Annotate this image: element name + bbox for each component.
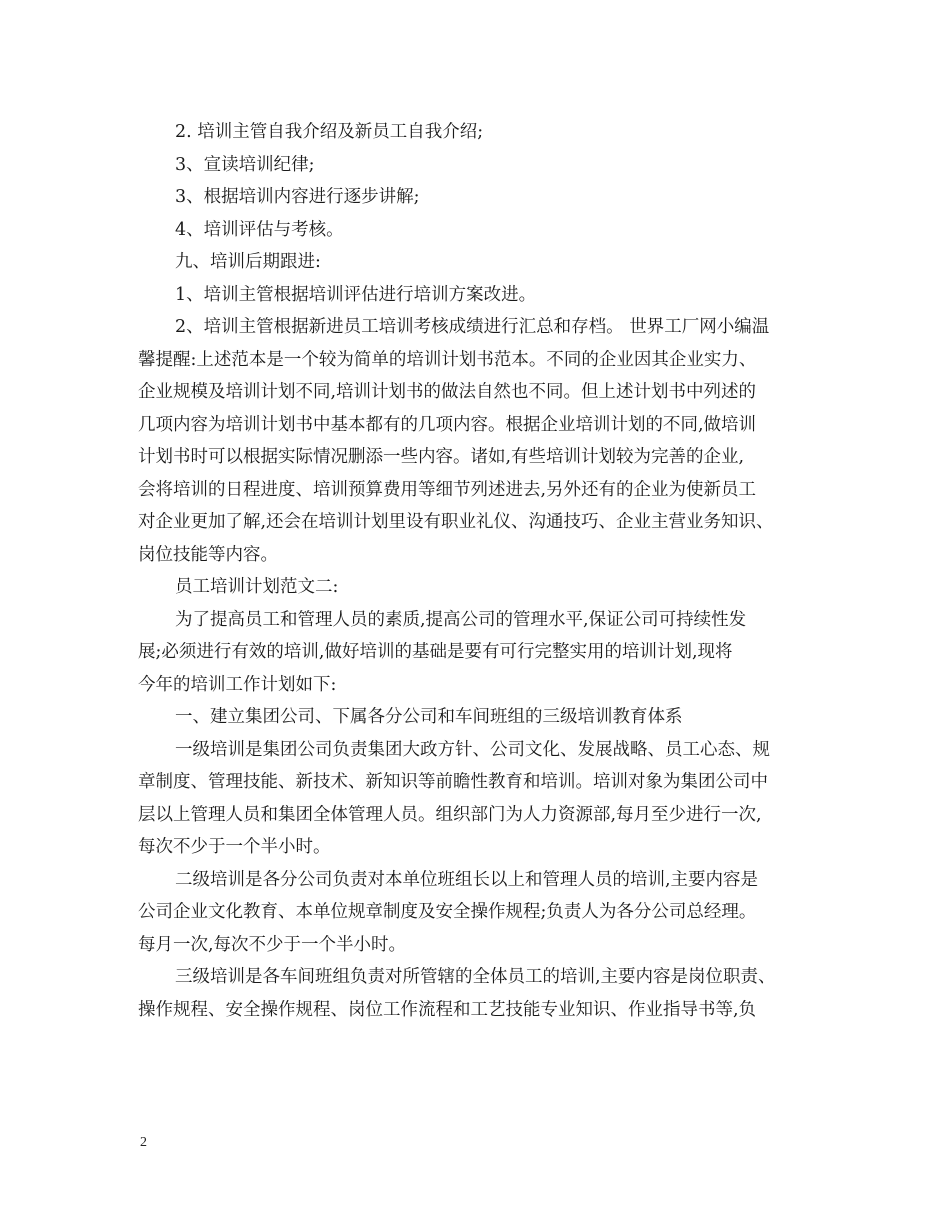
text-line: 3、根据培训内容进行逐步讲解;	[175, 187, 420, 207]
text-line: 2、培训主管根据新进员工培训考核成绩进行汇总和存档。 世界工厂网小编温	[175, 317, 770, 337]
text-line: 员工培训计划范文二:	[175, 577, 339, 597]
text-line: 今年的培训工作计划如下:	[138, 674, 337, 695]
text-line: 展;必须进行有效的培训,做好培训的基础是要有可行完整实用的培训计划,现将	[138, 642, 733, 662]
text-line: 一级培训是集团公司负责集团大政方针、公司文化、发展战略、员工心态、规	[175, 739, 770, 760]
text-line: 九、培训后期跟进:	[175, 252, 321, 272]
text-line: 馨提醒:上述范本是一个较为简单的培训计划书范本。不同的企业因其企业实力、	[138, 349, 757, 370]
text-line: 章制度、管理技能、新技术、新知识等前瞻性教育和培训。培训对象为集团公司中	[138, 772, 768, 792]
text-line: 会将培训的日程进度、培训预算费用等细节列述进去,另外还有的企业为使新员工	[138, 479, 757, 500]
text-line: 三级培训是各车间班组负责对所管辖的全体员工的培训,主要内容是岗位职责、	[175, 967, 776, 987]
document-body	[138, 116, 828, 1026]
text-line: 4、培训评估与考核。	[175, 219, 344, 240]
text-line: 二级培训是各分公司负责对本单位班组长以上和管理人员的培训,主要内容是	[175, 869, 759, 890]
text-line: 一、建立集团公司、下属各分公司和车间班组的三级培训教育体系	[175, 707, 683, 727]
text-line: 岗位技能等内容。	[138, 544, 278, 565]
text-line: 企业规模及培训计划不同,培训计划书的做法自然也不同。但上述计划书中列述的	[138, 382, 757, 402]
text-line: 1、培训主管根据培训评估进行培训方案改进。	[175, 284, 537, 305]
text-line: 为了提高员工和管理人员的素质,提高公司的管理水平,保证公司可持续性发	[175, 609, 747, 630]
text-line: 层以上管理人员和集团全体管理人员。组织部门为人力资源部,每月至少进行一次,	[138, 804, 762, 825]
text-line: 计划书时可以根据实际情况删添一些内容。诸如,有些培训计划较为完善的企业,	[138, 447, 745, 467]
text-line: 操作规程、安全操作规程、岗位工作流程和工艺技能专业知识、作业指导书等,负	[138, 999, 757, 1020]
text-line: 2. 培训主管自我介绍及新员工自我介绍;	[175, 122, 484, 142]
text-line: 对企业更加了解,还会在培训计划里设有职业礼仪、沟通技巧、企业主营业务知识、	[138, 512, 774, 532]
text-line: 3、宣读培训纪律;	[175, 154, 315, 175]
text-line: 公司企业文化教育、本单位规章制度及安全操作规程;负责人为各分公司总经理。	[138, 902, 757, 922]
text-line: 几项内容为培训计划书中基本都有的几项内容。根据企业培训计划的不同,做培训	[138, 414, 757, 435]
text-line: 每月一次,每次不少于一个半小时。	[138, 934, 407, 955]
page-number: 2	[140, 1135, 147, 1150]
text-line: 每次不少于一个半小时。	[138, 837, 331, 857]
